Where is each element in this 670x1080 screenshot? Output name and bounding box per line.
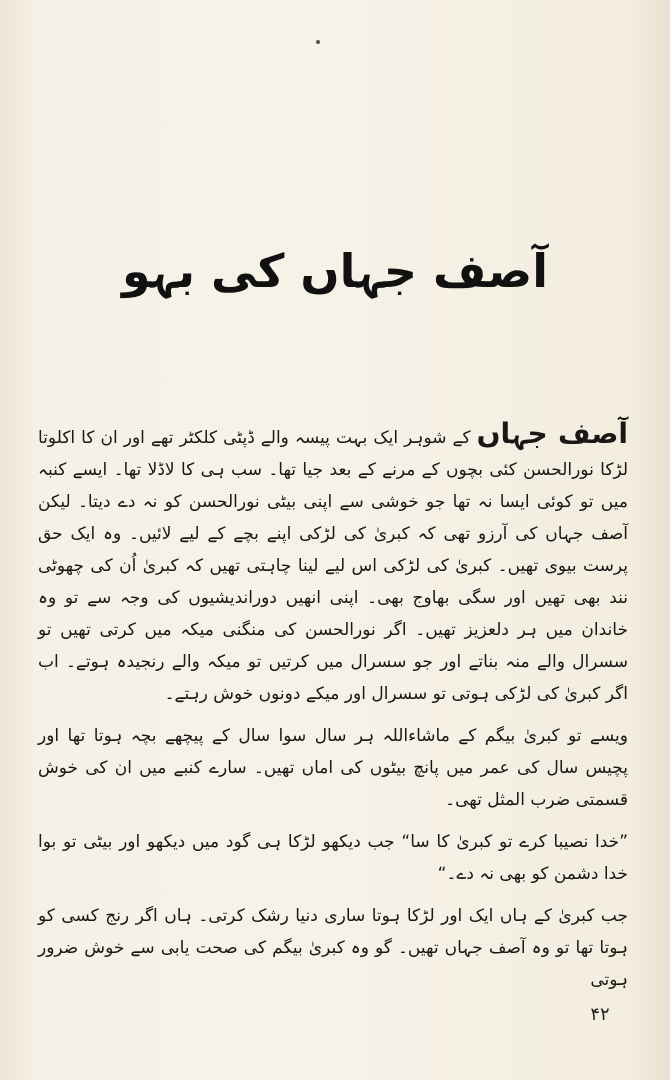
paragraph-2: ویسے تو کبریٰ بیگم کے ماشاءاللہ ہر سال سوا سال کے پیچھے بچہ ہوتا تھا اور پچیس سال کی عمر میں پانچ بیٹوں کی اماں تھیں۔ سارے کنبے میں ان کی خوش قسمتی ضرب المثل تھی۔ [38, 726, 628, 810]
paragraph-4: جب کبریٰ کے ہاں ایک اور لڑکا ہوتا ساری دنیا رشک کرتی۔ ہاں اگر رنج کسی کو ہوتا تھا تو وہ آصف جہاں تھیں۔ گو وہ کبریٰ بیگم کی صحت یابی سے خوش ضرور ہوتی [38, 906, 628, 990]
chapter-title: آصف جہاں کی بہو [121, 244, 549, 298]
lead-word: آصف جہاں [476, 417, 629, 450]
paragraph-1-text: کے شوہر ایک بہت پیسہ والے ڈپٹی کلکٹر تھے اور ان کا اکلوتا لڑکا نورالحسن کئی بچوں کے مرنے کے بعد جیا تھا۔ سب ہی کا لاڈلا تھا۔ ایسے کنبہ میں تو کوئی ایسا نہ تھا جو خوشی سے اپنی بیٹی نورالحسن کو نہ دے دیتا۔ لیکن آصف جہاں کی آرزو تھی کہ کبریٰ کی لڑکی اپنے بچے کے لیے لائیں۔ وہ ایک حق پرست بیوی تھیں۔ کبریٰ کی لڑکی اس لیے لینا چاہتی تھیں کہ کبریٰ اُن کی چھوٹی نند بھی تھیں اور سگی بھاوج بھی۔ اپنی انھیں دوراندیشیوں کی وجہ سے تو وہ خاندان میں ہر دلعزیز تھیں۔ اگر نورالحسن کی منگنی میکہ میں کرتی تھیں تو سسرال والے منہ بناتے اور جو سسرال میں کرتیں تو میکہ والے رنجیدہ ہوتے۔ اب اگر کبریٰ کی لڑکی ہوتی تو سسرال اور میکے دونوں خوش رہتے۔ [38, 428, 628, 704]
body-text [38, 418, 628, 1006]
page-speck [316, 40, 320, 44]
page-number: ۴۲ [590, 1004, 610, 1025]
paragraph-3: ”خدا نصیبا کرے تو کبریٰ کا سا“ جب دیکھو لڑکا ہی گود میں دیکھو اور بیٹی تو بوا خدا دشمن کو بھی نہ دے۔“ [38, 832, 628, 884]
paragraph-1 [38, 418, 628, 710]
